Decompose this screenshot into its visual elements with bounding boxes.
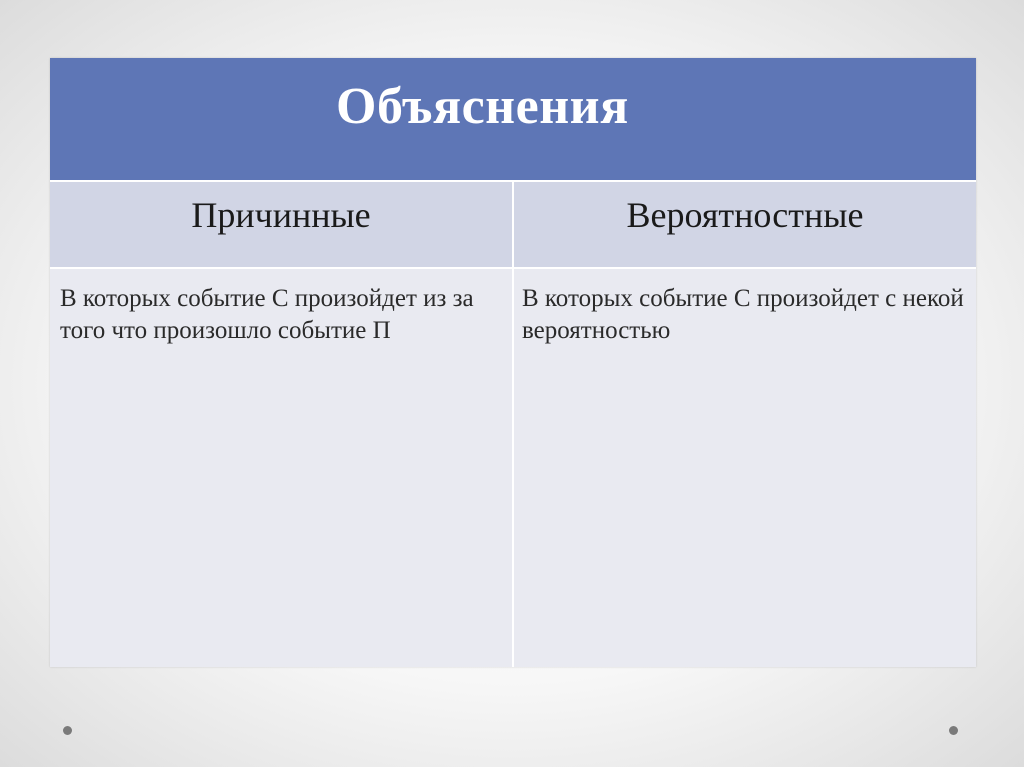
decorative-dot-left (63, 726, 72, 735)
table-title-cell (50, 58, 976, 180)
body-cell-probabilistic (514, 269, 976, 667)
body-cell-text: В которых событие С произойдет из за того что произошло событие П (60, 285, 474, 344)
column-header-causal (50, 182, 512, 267)
column-header-label: Вероятностные (626, 195, 864, 235)
column-header-label: Причинные (191, 195, 371, 235)
explanations-table (50, 58, 976, 667)
column-header-probabilistic (514, 182, 976, 267)
body-cell-causal (50, 269, 512, 667)
table-title: Объяснения (336, 78, 629, 135)
decorative-dot-right (949, 726, 958, 735)
body-cell-text: В которых событие С произойдет с некой вероятностью (522, 285, 964, 344)
